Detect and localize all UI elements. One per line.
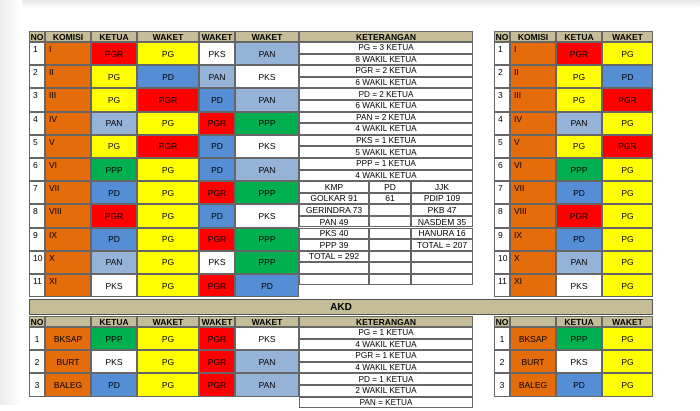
komisi-no[interactable]: 3: [29, 88, 45, 111]
right-komisi-no[interactable]: 7: [494, 181, 510, 204]
komisi-name[interactable]: I: [45, 42, 91, 65]
right-komisi-ketua[interactable]: PG: [556, 65, 602, 88]
komisi-ketua[interactable]: PGR: [91, 204, 137, 227]
komisi-waket2[interactable]: PD: [199, 158, 235, 181]
komisi-waket2[interactable]: PKS: [199, 251, 235, 274]
right-akd-no[interactable]: 3: [494, 373, 510, 396]
komisi-name[interactable]: VIII: [45, 204, 91, 227]
akd-header-5[interactable]: WAKET: [235, 316, 299, 327]
komisi-keterangan-line[interactable]: PGR = 2 KETUA: [299, 65, 473, 77]
coalition-kmp-cell[interactable]: PPP 39: [299, 239, 369, 251]
komisi-ketua[interactable]: PD: [91, 228, 137, 251]
right-komisi-name[interactable]: VII: [510, 181, 556, 204]
window-shadow-top: [0, 0, 700, 8]
right-akd-header-3[interactable]: WAKET: [602, 316, 653, 327]
komisi-ketua[interactable]: PPP: [91, 158, 137, 181]
right-komisi-ketua[interactable]: PG: [556, 88, 602, 111]
akd-keterangan-line[interactable]: 2 WAKIL KETUA: [299, 385, 473, 397]
komisi-header-5[interactable]: WAKET: [235, 31, 299, 42]
right-komisi-name[interactable]: V: [510, 135, 556, 158]
right-akd-header-0[interactable]: NO: [495, 316, 509, 327]
komisi-no[interactable]: 11: [29, 274, 45, 297]
akd-header-2[interactable]: KETUA: [91, 316, 137, 327]
akd-waket1[interactable]: PG: [137, 373, 199, 396]
right-komisi-ketua[interactable]: PD: [556, 228, 602, 251]
coalition-pd-cell[interactable]: [369, 204, 411, 216]
komisi-keterangan-line[interactable]: 6 WAKIL KETUA: [299, 100, 473, 112]
right-komisi-name[interactable]: III: [510, 88, 556, 111]
komisi-keterangan-line[interactable]: PPP = 1 KETUA: [299, 158, 473, 170]
akd-header-3[interactable]: WAKET: [137, 316, 199, 327]
komisi-waket1[interactable]: PG: [137, 112, 199, 135]
akd-waket1[interactable]: PG: [137, 350, 199, 373]
akd-name[interactable]: BALEG: [45, 373, 91, 396]
coalition-pd-cell[interactable]: [369, 216, 411, 228]
coalition-pd-cell[interactable]: [369, 251, 411, 263]
akd-waket2[interactable]: PGR: [199, 373, 235, 396]
right-akd-ketua[interactable]: PD: [556, 373, 602, 396]
akd-keterangan-line[interactable]: PD = 1 KETUA: [299, 373, 473, 385]
komisi-header-0[interactable]: NO: [30, 31, 44, 42]
right-komisi-header-3[interactable]: WAKET: [602, 31, 653, 42]
coalition-pd-cell[interactable]: 61: [369, 193, 411, 205]
right-akd-header-1[interactable]: [510, 316, 556, 327]
right-komisi-ketua[interactable]: PGR: [556, 204, 602, 227]
coalition-kmp-cell[interactable]: GERINDRA 73: [299, 204, 369, 216]
coalition-jjk-cell[interactable]: NASDEM 35: [411, 216, 473, 228]
komisi-keterangan-line[interactable]: 4 WAKIL KETUA: [299, 123, 473, 135]
right-akd-name[interactable]: BALEG: [510, 373, 556, 396]
right-komisi-no[interactable]: 11: [494, 274, 510, 297]
right-komisi-no[interactable]: 5: [494, 135, 510, 158]
komisi-keterangan-line[interactable]: 6 WAKIL KETUA: [299, 77, 473, 89]
right-komisi-header-1[interactable]: KOMISI: [510, 31, 556, 42]
right-komisi-header-0[interactable]: NO: [495, 31, 509, 42]
komisi-no[interactable]: 4: [29, 112, 45, 135]
komisi-waket1[interactable]: PG: [137, 158, 199, 181]
window-shadow-left: [0, 0, 22, 405]
komisi-waket1[interactable]: PG: [137, 228, 199, 251]
right-komisi-name[interactable]: IX: [510, 228, 556, 251]
right-akd-name[interactable]: BURT: [510, 350, 556, 373]
komisi-no[interactable]: 5: [29, 135, 45, 158]
coalition-header-2[interactable]: JJK: [411, 181, 473, 193]
komisi-ketua[interactable]: PD: [91, 181, 137, 204]
komisi-waket1[interactable]: PG: [137, 274, 199, 297]
right-komisi-name[interactable]: IV: [510, 112, 556, 135]
komisi-keterangan-line[interactable]: PG = 3 KETUA: [299, 42, 473, 54]
right-komisi-waket[interactable]: PG: [602, 228, 653, 251]
coalition-jjk-cell[interactable]: HANURA 16: [411, 228, 473, 240]
coalition-header-1[interactable]: PD: [369, 181, 411, 193]
komisi-waket2[interactable]: PGR: [199, 274, 235, 297]
right-komisi-ketua[interactable]: PAN: [556, 251, 602, 274]
right-komisi-waket[interactable]: PD: [602, 65, 653, 88]
komisi-waket2[interactable]: PD: [199, 135, 235, 158]
right-komisi-header-2[interactable]: KETUA: [556, 31, 602, 42]
akd-keterangan-line[interactable]: PAN = KETUA: [299, 397, 473, 409]
komisi-keterangan-line[interactable]: PD = 2 KETUA: [299, 88, 473, 100]
right-akd-waket[interactable]: PG: [602, 350, 653, 373]
right-komisi-no[interactable]: 4: [494, 112, 510, 135]
right-komisi-no[interactable]: 6: [494, 158, 510, 181]
right-komisi-waket[interactable]: PG: [602, 204, 653, 227]
komisi-waket3[interactable]: PPP: [235, 181, 299, 204]
akd-keterangan-line[interactable]: 4 WAKIL KETUA: [299, 362, 473, 374]
akd-keterangan-line[interactable]: PG = 1 KETUA: [299, 327, 473, 339]
right-komisi-waket[interactable]: PGR: [602, 88, 653, 111]
right-komisi-name[interactable]: X: [510, 251, 556, 274]
komisi-no[interactable]: 9: [29, 228, 45, 251]
coalition-pd-cell[interactable]: [369, 228, 411, 240]
right-komisi-waket[interactable]: PG: [602, 181, 653, 204]
akd-name[interactable]: BKSAP: [45, 327, 91, 350]
komisi-name[interactable]: III: [45, 88, 91, 111]
coalition-pd-cell[interactable]: [369, 239, 411, 251]
komisi-no[interactable]: 6: [29, 158, 45, 181]
right-komisi-waket[interactable]: PG: [602, 251, 653, 274]
right-komisi-ketua[interactable]: PKS: [556, 274, 602, 297]
right-akd-header-2[interactable]: KETUA: [556, 316, 602, 327]
akd-name[interactable]: BURT: [45, 350, 91, 373]
komisi-header-1[interactable]: KOMISI: [45, 31, 91, 42]
komisi-waket1[interactable]: PG: [137, 204, 199, 227]
right-komisi-no[interactable]: 10: [494, 251, 510, 274]
komisi-keterangan-line[interactable]: PKS = 1 KETUA: [299, 135, 473, 147]
komisi-waket3[interactable]: PKS: [235, 204, 299, 227]
komisi-name[interactable]: VII: [45, 181, 91, 204]
komisi-waket2[interactable]: PAN: [199, 65, 235, 88]
akd-waket2[interactable]: PGR: [199, 327, 235, 350]
right-komisi-waket[interactable]: PG: [602, 158, 653, 181]
komisi-name[interactable]: IX: [45, 228, 91, 251]
spreadsheet: [29, 31, 653, 411]
right-komisi-name[interactable]: VI: [510, 158, 556, 181]
coalition-kmp-cell[interactable]: [299, 262, 369, 274]
komisi-no[interactable]: 7: [29, 181, 45, 204]
right-komisi-waket[interactable]: PG: [602, 42, 653, 65]
komisi-waket2[interactable]: PGR: [199, 181, 235, 204]
komisi-waket1[interactable]: PGR: [137, 135, 199, 158]
coalition-kmp-cell[interactable]: PAN 49: [299, 216, 369, 228]
akd-waket1[interactable]: PG: [137, 327, 199, 350]
coalition-jjk-cell[interactable]: TOTAL = 207: [411, 239, 473, 251]
right-akd-no[interactable]: 1: [494, 327, 510, 350]
right-komisi-name[interactable]: I: [510, 42, 556, 65]
komisi-keterangan-line[interactable]: PAN = 2 KETUA: [299, 112, 473, 124]
komisi-waket3[interactable]: PKS: [235, 135, 299, 158]
coalition-jjk-cell[interactable]: [411, 274, 473, 286]
komisi-no[interactable]: 10: [29, 251, 45, 274]
akd-no[interactable]: 3: [29, 373, 45, 396]
komisi-ketua[interactable]: PAN: [91, 251, 137, 274]
komisi-ketua[interactable]: PAN: [91, 112, 137, 135]
coalition-kmp-cell[interactable]: [299, 274, 369, 286]
komisi-ketua[interactable]: PG: [91, 65, 137, 88]
right-komisi-no[interactable]: 8: [494, 204, 510, 227]
komisi-waket2[interactable]: PD: [199, 88, 235, 111]
komisi-waket1[interactable]: PD: [137, 65, 199, 88]
komisi-keterangan-line[interactable]: 5 WAKIL KETUA: [299, 146, 473, 158]
coalition-pd-cell[interactable]: [369, 262, 411, 274]
right-akd-ketua[interactable]: PPP: [556, 327, 602, 350]
right-komisi-waket[interactable]: PGR: [602, 135, 653, 158]
komisi-header-4[interactable]: WAKET: [199, 31, 235, 42]
akd-header-4[interactable]: WAKET: [199, 316, 235, 327]
komisi-waket2[interactable]: PD: [199, 204, 235, 227]
akd-keterangan-line[interactable]: 4 WAKIL KETUA: [299, 339, 473, 351]
komisi-header-6[interactable]: KETERANGAN: [299, 31, 473, 42]
right-akd-waket[interactable]: PG: [602, 373, 653, 396]
akd-header-6[interactable]: KETERANGAN: [299, 316, 473, 327]
komisi-name[interactable]: IV: [45, 112, 91, 135]
right-komisi-ketua[interactable]: PPP: [556, 158, 602, 181]
akd-no[interactable]: 1: [29, 327, 45, 350]
right-komisi-no[interactable]: 9: [494, 228, 510, 251]
komisi-waket3[interactable]: PPP: [235, 112, 299, 135]
komisi-waket3[interactable]: PAN: [235, 42, 299, 65]
komisi-ketua[interactable]: PG: [91, 135, 137, 158]
akd-waket3[interactable]: PAN: [235, 350, 299, 373]
komisi-name[interactable]: II: [45, 65, 91, 88]
komisi-waket3[interactable]: PAN: [235, 158, 299, 181]
right-komisi-ketua[interactable]: PG: [556, 135, 602, 158]
right-komisi-ketua[interactable]: PGR: [556, 42, 602, 65]
komisi-waket1[interactable]: PG: [137, 251, 199, 274]
coalition-jjk-cell[interactable]: PKB 47: [411, 204, 473, 216]
right-komisi-no[interactable]: 1: [494, 42, 510, 65]
komisi-ketua[interactable]: PG: [91, 88, 137, 111]
right-komisi-name[interactable]: XI: [510, 274, 556, 297]
akd-ketua[interactable]: PKS: [91, 350, 137, 373]
komisi-name[interactable]: V: [45, 135, 91, 158]
komisi-waket3[interactable]: PPP: [235, 228, 299, 251]
right-akd-waket[interactable]: PG: [602, 327, 653, 350]
akd-ketua[interactable]: PD: [91, 373, 137, 396]
right-komisi-ketua[interactable]: PAN: [556, 112, 602, 135]
akd-keterangan-line[interactable]: PGR = 1 KETUA: [299, 350, 473, 362]
coalition-kmp-cell[interactable]: PKS 40: [299, 228, 369, 240]
komisi-header-2[interactable]: KETUA: [91, 31, 137, 42]
right-akd-ketua[interactable]: PKS: [556, 350, 602, 373]
coalition-jjk-cell[interactable]: PDIP 109: [411, 193, 473, 205]
akd-waket3[interactable]: PAN: [235, 373, 299, 396]
komisi-name[interactable]: VI: [45, 158, 91, 181]
right-komisi-name[interactable]: VIII: [510, 204, 556, 227]
right-komisi-waket[interactable]: PG: [602, 112, 653, 135]
komisi-waket3[interactable]: PD: [235, 274, 299, 297]
komisi-name[interactable]: XI: [45, 274, 91, 297]
akd-title: AKD: [29, 299, 653, 315]
komisi-waket1[interactable]: PG: [137, 42, 199, 65]
akd-ketua[interactable]: PPP: [91, 327, 137, 350]
right-komisi-no[interactable]: 3: [494, 88, 510, 111]
komisi-name[interactable]: X: [45, 251, 91, 274]
akd-no[interactable]: 2: [29, 350, 45, 373]
komisi-waket3[interactable]: PKS: [235, 65, 299, 88]
right-komisi-ketua[interactable]: PD: [556, 181, 602, 204]
komisi-keterangan-line[interactable]: 8 WAKIL KETUA: [299, 54, 473, 66]
coalition-jjk-cell[interactable]: [411, 262, 473, 274]
komisi-no[interactable]: 2: [29, 65, 45, 88]
komisi-waket1[interactable]: PGR: [137, 88, 199, 111]
akd-header-1[interactable]: [45, 316, 91, 327]
right-akd-no[interactable]: 2: [494, 350, 510, 373]
komisi-no[interactable]: 8: [29, 204, 45, 227]
komisi-waket3[interactable]: PAN: [235, 88, 299, 111]
right-komisi-name[interactable]: II: [510, 65, 556, 88]
komisi-waket3[interactable]: PPP: [235, 251, 299, 274]
right-akd-name[interactable]: BKSAP: [510, 327, 556, 350]
akd-waket3[interactable]: PKS: [235, 327, 299, 350]
right-komisi-no[interactable]: 2: [494, 65, 510, 88]
akd-waket2[interactable]: PGR: [199, 350, 235, 373]
komisi-waket2[interactable]: PGR: [199, 228, 235, 251]
coalition-pd-cell[interactable]: [369, 274, 411, 286]
coalition-header-0[interactable]: KMP: [299, 181, 369, 193]
coalition-kmp-cell[interactable]: GOLKAR 91: [299, 193, 369, 205]
komisi-waket2[interactable]: PKS: [199, 42, 235, 65]
komisi-keterangan-line[interactable]: 4 WAKIL KETUA: [299, 170, 473, 182]
komisi-waket2[interactable]: PGR: [199, 112, 235, 135]
akd-header-0[interactable]: NO: [30, 316, 44, 327]
coalition-jjk-cell[interactable]: [411, 251, 473, 263]
komisi-ketua[interactable]: PGR: [91, 42, 137, 65]
komisi-ketua[interactable]: PKS: [91, 274, 137, 297]
komisi-header-3[interactable]: WAKET: [137, 31, 199, 42]
right-komisi-waket[interactable]: PG: [602, 274, 653, 297]
komisi-waket1[interactable]: PG: [137, 181, 199, 204]
komisi-no[interactable]: 1: [29, 42, 45, 65]
coalition-kmp-cell[interactable]: TOTAL = 292: [299, 251, 369, 263]
